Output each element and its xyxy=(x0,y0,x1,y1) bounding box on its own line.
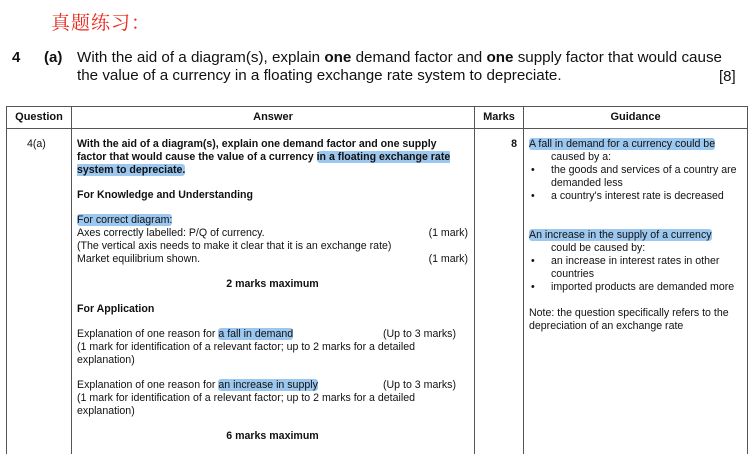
header-marks: Marks xyxy=(475,107,524,129)
app-max: 6 marks maximum xyxy=(226,430,319,442)
question-text: With the aid of a diagram(s), explain one demand factor and one supply factor that would cause the value of a currency in a floating exchange rate system to depreciate. xyxy=(77,49,722,84)
diagram-label: For correct diagram: xyxy=(77,214,173,226)
question-id-cell: 4(a) xyxy=(7,129,72,454)
guidance-demand-bullet: • a country's interest rate is decreased xyxy=(531,190,724,202)
answer-cell xyxy=(72,129,475,454)
axes-criterion: Axes correctly labelled: P/Q of currency. (1 mark) xyxy=(77,227,468,239)
guidance-demand-cont: caused by a: xyxy=(551,151,612,163)
guidance-supply-heading: An increase in the supply of a currency xyxy=(529,229,712,241)
demand-note: (1 mark for identification of a relevant factor; up to 2 marks for a detailed explanation) xyxy=(77,341,415,366)
answer-intro: With the aid of a diagram(s), explain one demand factor and one supply factor that would cause the value of a currency in a floating exchange rate system to depreciate. xyxy=(77,138,451,176)
guidance-cell xyxy=(524,129,748,454)
guidance-supply-bullet: • an increase in interest rates in other countries xyxy=(531,255,720,280)
header-answer: Answer xyxy=(72,107,475,129)
header-question: Question xyxy=(7,107,72,129)
marks-cell: 8 xyxy=(475,129,524,454)
ku-max: 2 marks maximum xyxy=(226,278,319,290)
axis-note: (The vertical axis needs to make it clear that it is an exchange rate) xyxy=(77,240,392,252)
question-number: 4 xyxy=(12,49,21,66)
page-heading: 真题练习： xyxy=(51,12,152,34)
supply-note: (1 mark for identification of a relevant factor; up to 2 marks for a detailed explanation) xyxy=(77,392,415,417)
question-part: (a) xyxy=(44,49,63,66)
ku-heading: For Knowledge and Understanding xyxy=(77,189,253,201)
guidance-demand-bullet: • the goods and services of a country are demanded less xyxy=(531,164,737,189)
supply-criterion: Explanation of one reason for an increase in supply (Up to 3 marks) xyxy=(77,379,456,391)
app-heading: For Application xyxy=(77,303,155,315)
guidance-note: Note: the question specifically refers to the depreciation of an exchange rate xyxy=(529,307,729,332)
mark-scheme-table xyxy=(6,106,748,454)
guidance-demand-heading: A fall in demand for a currency could be xyxy=(529,138,716,150)
guidance-supply-cont: could be caused by: xyxy=(551,242,646,254)
equilibrium-criterion: Market equilibrium shown. (1 mark) xyxy=(77,253,468,265)
header-guidance: Guidance xyxy=(524,107,748,129)
question-marks: [8] xyxy=(719,68,736,85)
guidance-supply-bullet: • imported products are demanded more xyxy=(531,281,735,293)
demand-criterion: Explanation of one reason for a fall in demand (Up to 3 marks) xyxy=(77,328,456,340)
